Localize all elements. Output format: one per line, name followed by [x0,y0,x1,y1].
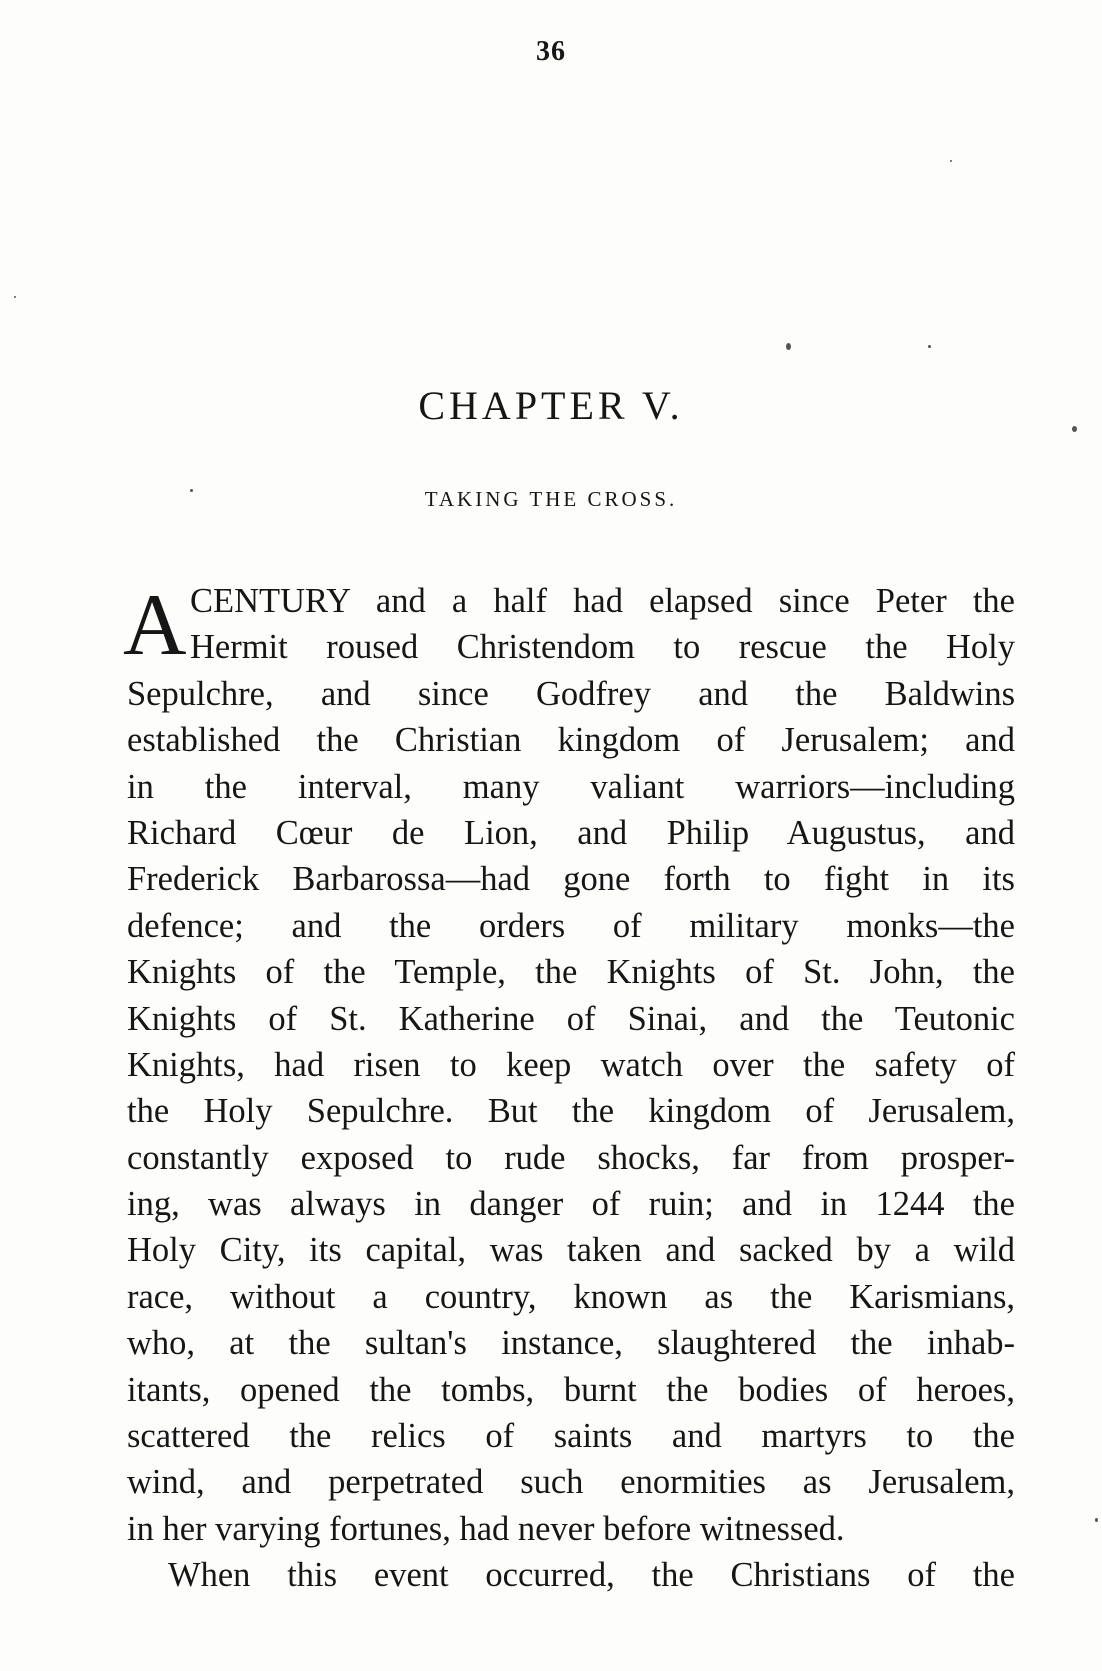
text-line: the Holy Sepulchre. But the kingdom of Jerusalem, [127,1092,1015,1131]
text-line: established the Christian kingdom of Jerusalem; and [127,721,1015,760]
scan-speck [14,296,16,298]
chapter-title: CHAPTER V. [418,383,684,428]
text-line: in her varying fortunes, had never before witnessed. [127,1509,845,1548]
text-line: who, at the sultan's instance, slaughtered the inhab- [127,1324,1015,1363]
chapter-body [123,577,1015,1599]
chapter-subtitle: TAKING THE CROSS. [424,487,678,511]
text-line: Sepulchre, and since Godfrey and the Baldwins [127,674,1015,713]
scan-speck [190,489,193,492]
text-line: Knights of the Temple, the Knights of St. John, the [127,953,1015,992]
text-line: constantly exposed to rude shocks, far from prosper- [127,1138,1015,1177]
scan-speck [786,343,791,350]
scan-speck [1095,1518,1098,1522]
text-line: Richard Cœur de Lion, and Philip Augustus, and [127,813,1015,852]
text-line: wind, and perpetrated such enormities as Jerusalem, [127,1463,1015,1502]
text-line: Knights of St. Katherine of Sinai, and the Teutonic [127,999,1015,1038]
text-line: Hermit roused Christendom to rescue the Holy [190,628,1015,667]
paragraph-opening [123,577,1015,674]
text-line: itants, opened the tombs, burnt the bodies of heroes, [127,1370,1015,1409]
scan-speck [950,160,952,162]
text-line: Knights, had risen to keep watch over the safety of [127,1045,1015,1084]
text-line: scattered the relics of saints and martyrs to the [127,1417,1015,1456]
text-line: race, without a country, known as the Karismians, [127,1277,1015,1316]
text-line: Holy City, its capital, was taken and sacked by a wild [127,1231,1015,1270]
text-line-next-paragraph: When this event occurred, the Christians of the [168,1556,1015,1595]
text-line: CENTURY and a half had elapsed since Peter the [190,582,1015,620]
page-number: 36 [536,36,566,67]
text-line: defence; and the orders of military monks—the [127,906,1015,945]
scan-speck [1072,426,1077,432]
text-line: ing, was always in danger of ruin; and in 1244 the [127,1185,1015,1224]
scan-speck [928,345,931,348]
text-line: Frederick Barbarossa—had gone forth to fight in its [127,860,1015,899]
drop-cap: A [123,577,187,674]
text-line: in the interval, many valiant warriors—including [127,767,1015,806]
